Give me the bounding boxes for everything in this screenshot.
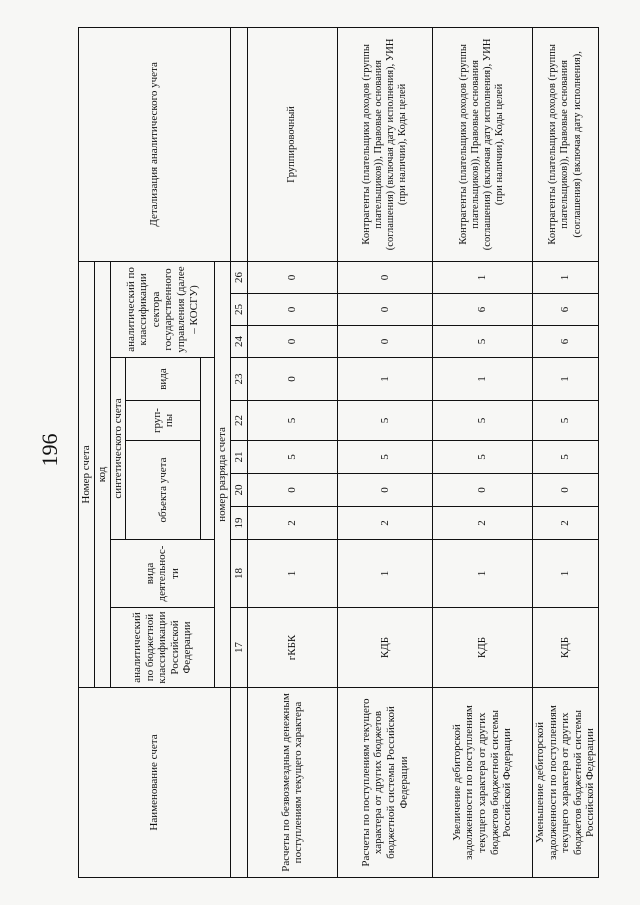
row-account-name: Уменьшение дебиторской задолженности по поступлениям текущего характера от других бюджетов бюджетной системы Российской Федерации [532, 688, 598, 878]
row-cell: 5 [432, 326, 532, 358]
digit-cell: 21 [230, 441, 247, 474]
row-cell: 0 [247, 261, 337, 293]
page-number: 196 [37, 433, 62, 467]
header-account-name: Наименование счета [79, 688, 231, 878]
row-cell: 5 [247, 401, 337, 441]
row-cell: 0 [337, 294, 432, 326]
row-cell: КДБ [337, 608, 432, 688]
row-cell: 1 [532, 540, 598, 608]
row-cell: 5 [337, 401, 432, 441]
row-cell: 1 [337, 358, 432, 401]
row-cell: 1 [532, 261, 598, 293]
header-account-number: Номер счета [79, 261, 95, 687]
digit-cell: 18 [230, 540, 247, 608]
digit-cell: 23 [230, 358, 247, 401]
row-cell: 2 [432, 507, 532, 540]
row-cell: 6 [432, 294, 532, 326]
accounts-table-wrapper [78, 28, 597, 878]
row-cell: 0 [247, 326, 337, 358]
digit-cell: 25 [230, 294, 247, 326]
row-cell: 0 [247, 358, 337, 401]
digit-cell: 20 [230, 474, 247, 507]
digit-cell: 22 [230, 401, 247, 441]
digit-cell: 24 [230, 326, 247, 358]
row-cell: 0 [337, 261, 432, 293]
row-cell: 1 [432, 358, 532, 401]
row-cell: 5 [532, 441, 598, 474]
digit-cell: 17 [230, 608, 247, 688]
row-cell: 5 [532, 401, 598, 441]
row-cell: 1 [247, 540, 337, 608]
row-detail: Группировочный [247, 27, 337, 261]
row-cell: 1 [432, 261, 532, 293]
row-cell: 5 [337, 441, 432, 474]
row-cell: 2 [532, 507, 598, 540]
row-cell: 0 [432, 474, 532, 507]
row-cell: 6 [532, 294, 598, 326]
row-cell: 5 [432, 441, 532, 474]
header-activity-type: вида деятельнос-ти [110, 540, 215, 608]
digit-cell: 26 [230, 261, 247, 293]
header-kind: вида [126, 358, 201, 401]
row-cell: КДБ [432, 608, 532, 688]
row-cell: 0 [337, 326, 432, 358]
row-account-name: Расчеты по безвозмездным денежным поступлениям текущего характера [247, 688, 337, 878]
row-cell: 0 [337, 474, 432, 507]
header-group: груп-пы [126, 401, 201, 441]
row-cell: 1 [532, 358, 598, 401]
row-cell: 0 [247, 294, 337, 326]
row-cell: 1 [337, 540, 432, 608]
row-cell: 0 [532, 474, 598, 507]
row-account-name: Увеличение дебиторской задолженности по поступлениям текущего характера от других бюджетов бюджетной системы Российской Федерации [432, 688, 532, 878]
row-account-name: Расчеты по поступлениям текущего характера от других бюджетов бюджетной системы Российской Федерации [337, 688, 432, 878]
row-cell: 6 [532, 326, 598, 358]
row-cell: КДБ [532, 608, 598, 688]
row-cell: 2 [247, 507, 337, 540]
header-spacer [230, 27, 247, 261]
row-detail: Контрагенты (плательщики доходов (группы плательщиков)), Правовые основания (соглашения) (включая дату исполнения), УИН (при наличии), Коды целей [337, 27, 432, 261]
row-detail: Контрагенты (плательщики доходов (группы плательщиков)), Правовые основания (соглашения) (включая дату исполнения), [532, 27, 598, 261]
row-cell: 5 [247, 441, 337, 474]
header-code: код [95, 261, 111, 687]
digit-cell: 19 [230, 507, 247, 540]
row-cell: 2 [337, 507, 432, 540]
header-spacer [230, 688, 247, 878]
header-analytic-detail: Детализация аналитического учета [79, 27, 231, 261]
header-synthetic-account: синтетического счета [110, 358, 126, 540]
header-object: объекта учета [126, 441, 201, 540]
row-cell: 1 [432, 540, 532, 608]
header-budget-classification: аналитический по бюджетной классификации Российской Федерации [110, 608, 215, 688]
row-cell: 5 [432, 401, 532, 441]
header-kosgu: аналитический по классификации сектора государственного управления (далее – КОСГУ) [110, 261, 215, 357]
accounts-table [78, 27, 599, 878]
row-cell: гКБК [247, 608, 337, 688]
header-digit-number: номер разряда счета [215, 261, 231, 687]
row-cell: 0 [247, 474, 337, 507]
row-detail: Контрагенты (плательщики доходов (группы плательщиков)), Правовые основания (соглашения) (включая дату исполнения), УИН (при наличии), Коды целей [432, 27, 532, 261]
